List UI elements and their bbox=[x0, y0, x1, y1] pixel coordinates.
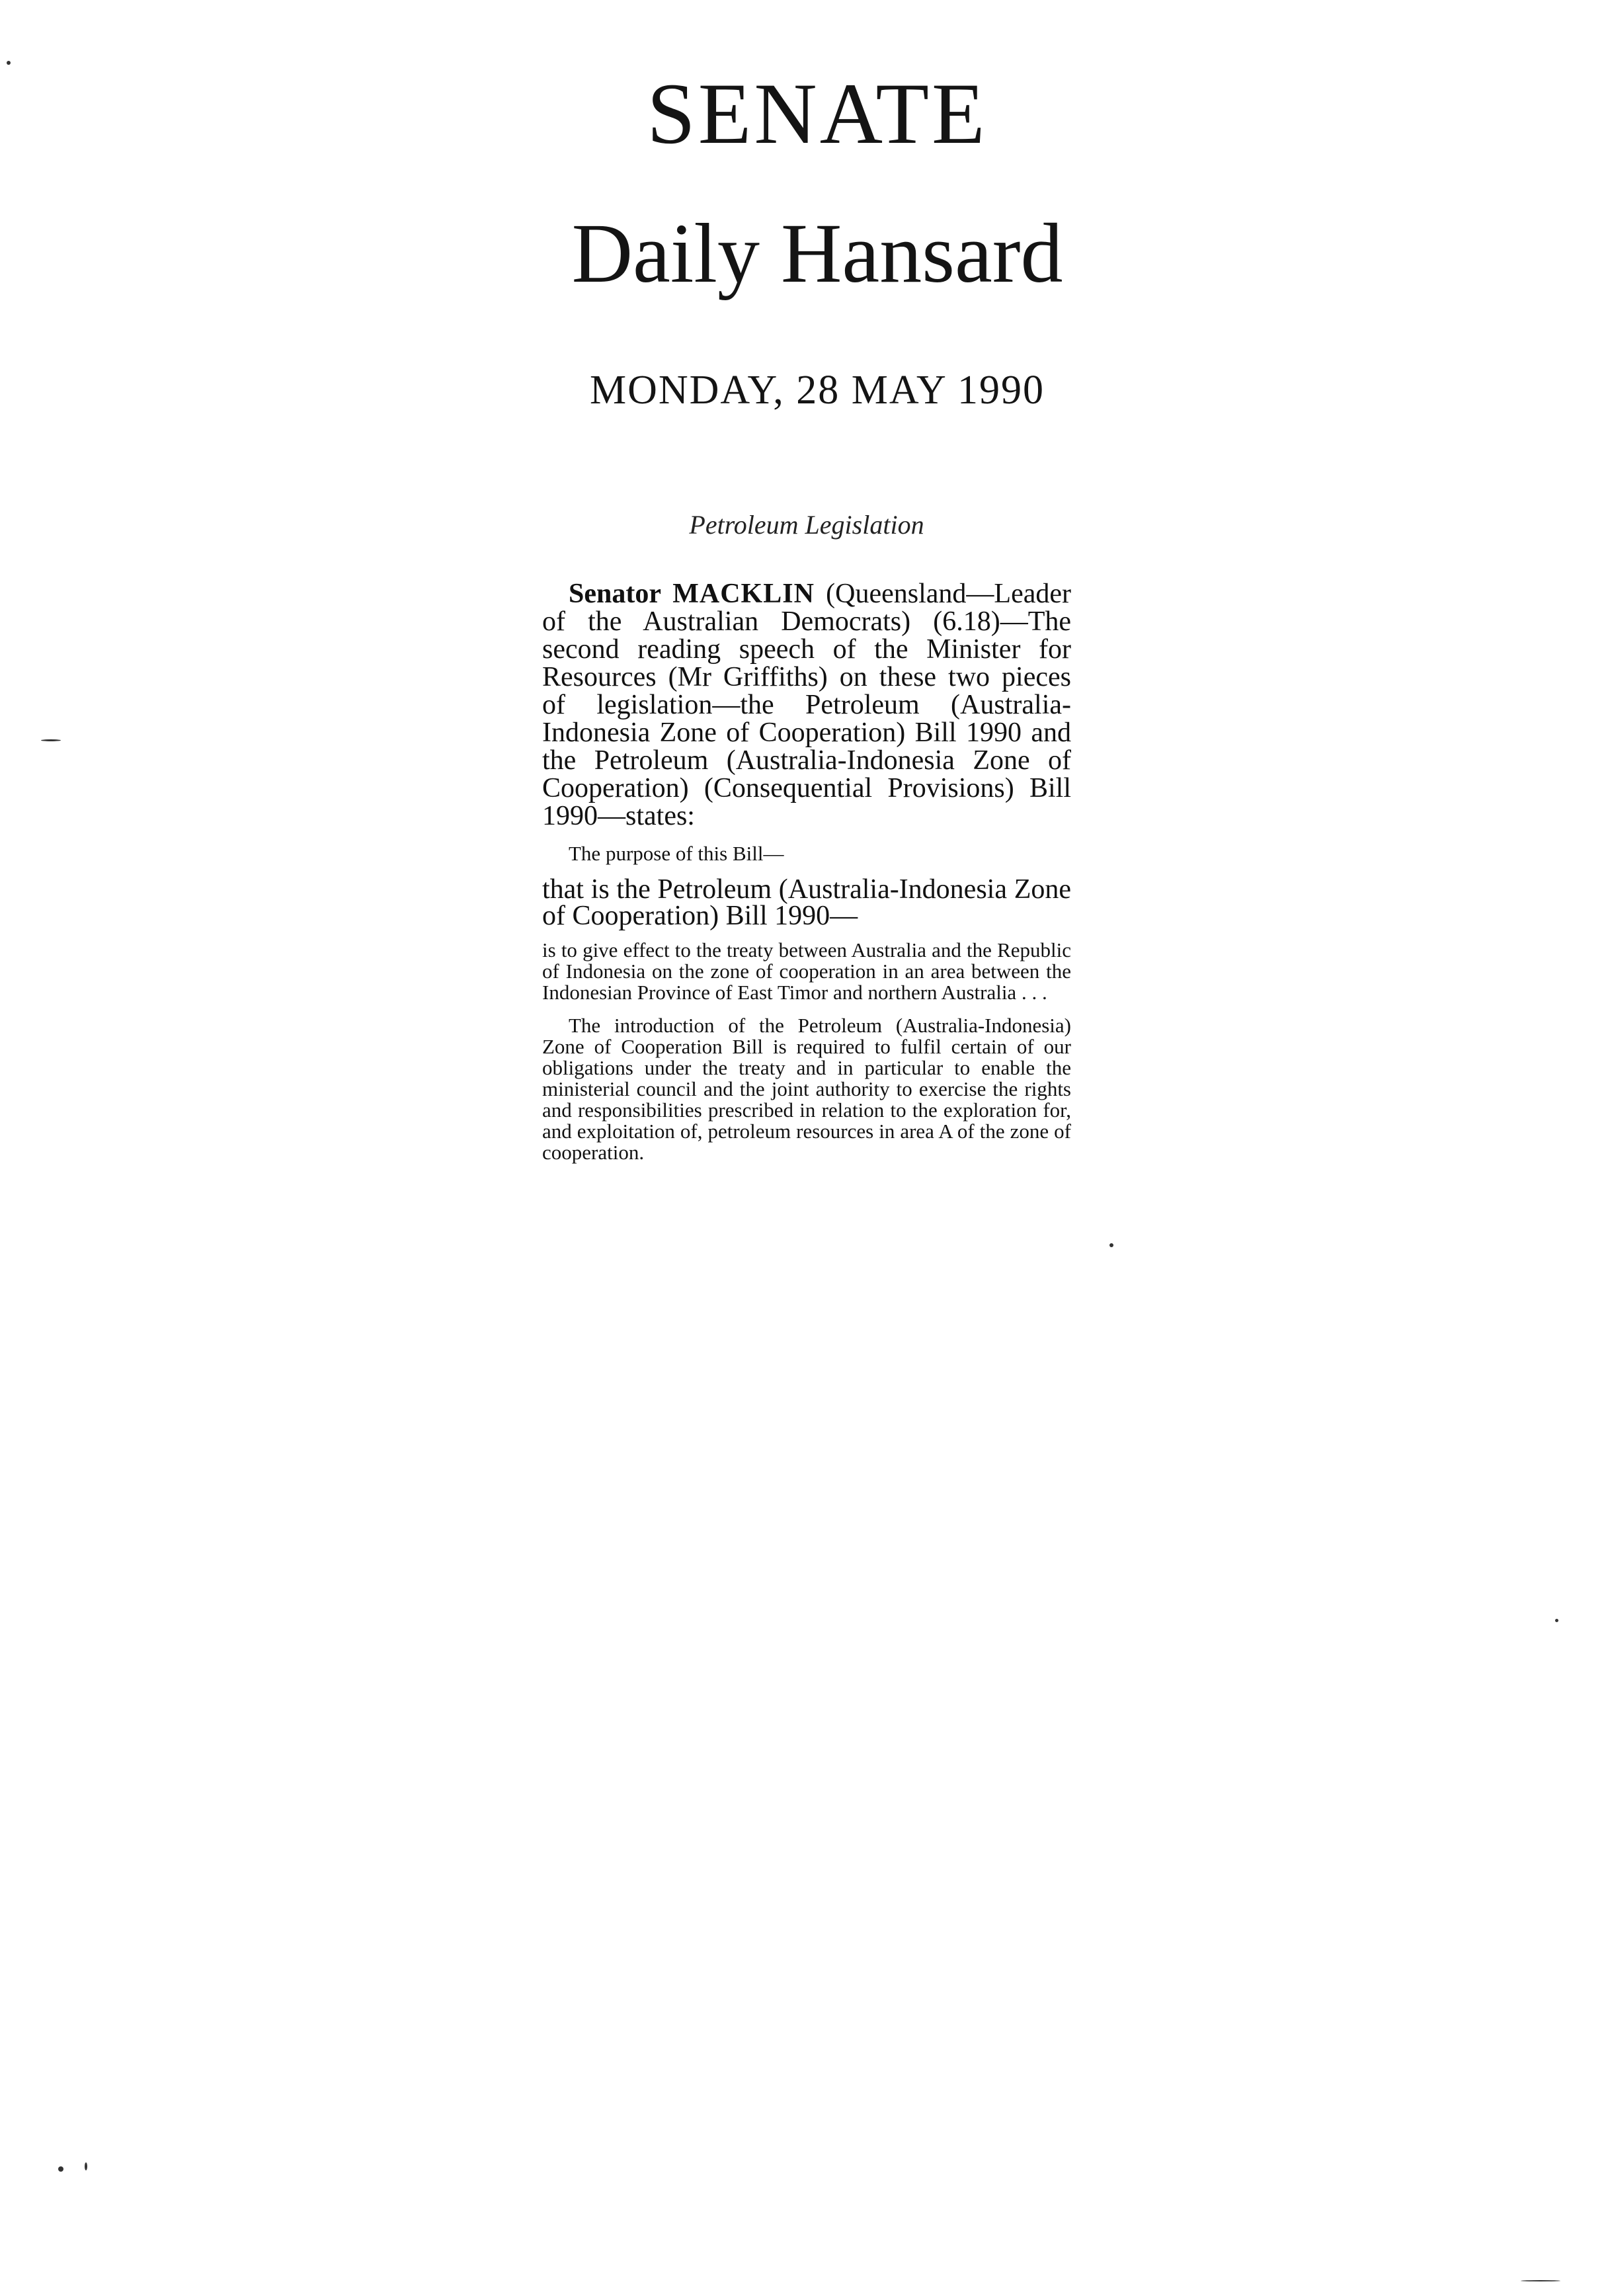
publication-title: Daily Hansard bbox=[571, 206, 1063, 300]
article-column bbox=[542, 509, 1071, 1175]
quote-paragraph-2: is to give effect to the treaty between Australia and the Republic of Indonesia on the zone of cooperation in an area between the Indonesian Province of East Timor and northern Australia . . . bbox=[542, 938, 1071, 1004]
scan-speck bbox=[1109, 1243, 1113, 1247]
scan-speck bbox=[85, 2162, 87, 2170]
quote-paragraph-3: The introduction of the Petroleum (Australia-Indonesia) Zone of Cooperation Bill is required to fulfil certain of our obligations under the treaty and in particular to enable the ministerial council and the joint authority to exercise the rights and responsibilities prescribed in relation to the exploration for, and exploitation of, petroleum resources in area A of the zone of cooperation. bbox=[542, 1014, 1071, 1164]
quote-paragraph-1: The purpose of this Bill— bbox=[569, 842, 784, 865]
chamber-title: SENATE bbox=[647, 65, 988, 162]
sitting-date: MONDAY, 28 MAY 1990 bbox=[589, 368, 1045, 413]
speech-paragraph bbox=[542, 580, 1071, 830]
scan-speck bbox=[41, 739, 61, 741]
scan-speck bbox=[58, 2166, 63, 2172]
scan-speck bbox=[1555, 1619, 1558, 1622]
speaker-name: MACKLIN bbox=[672, 579, 815, 609]
speech-intro: (Queensland—Leader of the Australian Democrats) (6.18)—The second reading speech of the Minister for Resources (Mr Griffiths) on these two pieces of legislation—the Petroleum (Australia-Indonesia Zone of Cooperation) Bill 1990 and the Petroleum (Australia-Indonesia Zone of Cooperation) (Consequential Provisions) Bill 1990—states: bbox=[542, 579, 1071, 831]
interjection-paragraph: that is the Petroleum (Australia-Indonesia Zone of Cooperation) Bill 1990— bbox=[542, 874, 1071, 931]
section-title: Petroleum Legislation bbox=[689, 510, 924, 540]
scan-speck bbox=[7, 61, 11, 65]
speaker-title: Senator bbox=[569, 579, 661, 609]
scan-speck bbox=[1521, 2280, 1560, 2281]
